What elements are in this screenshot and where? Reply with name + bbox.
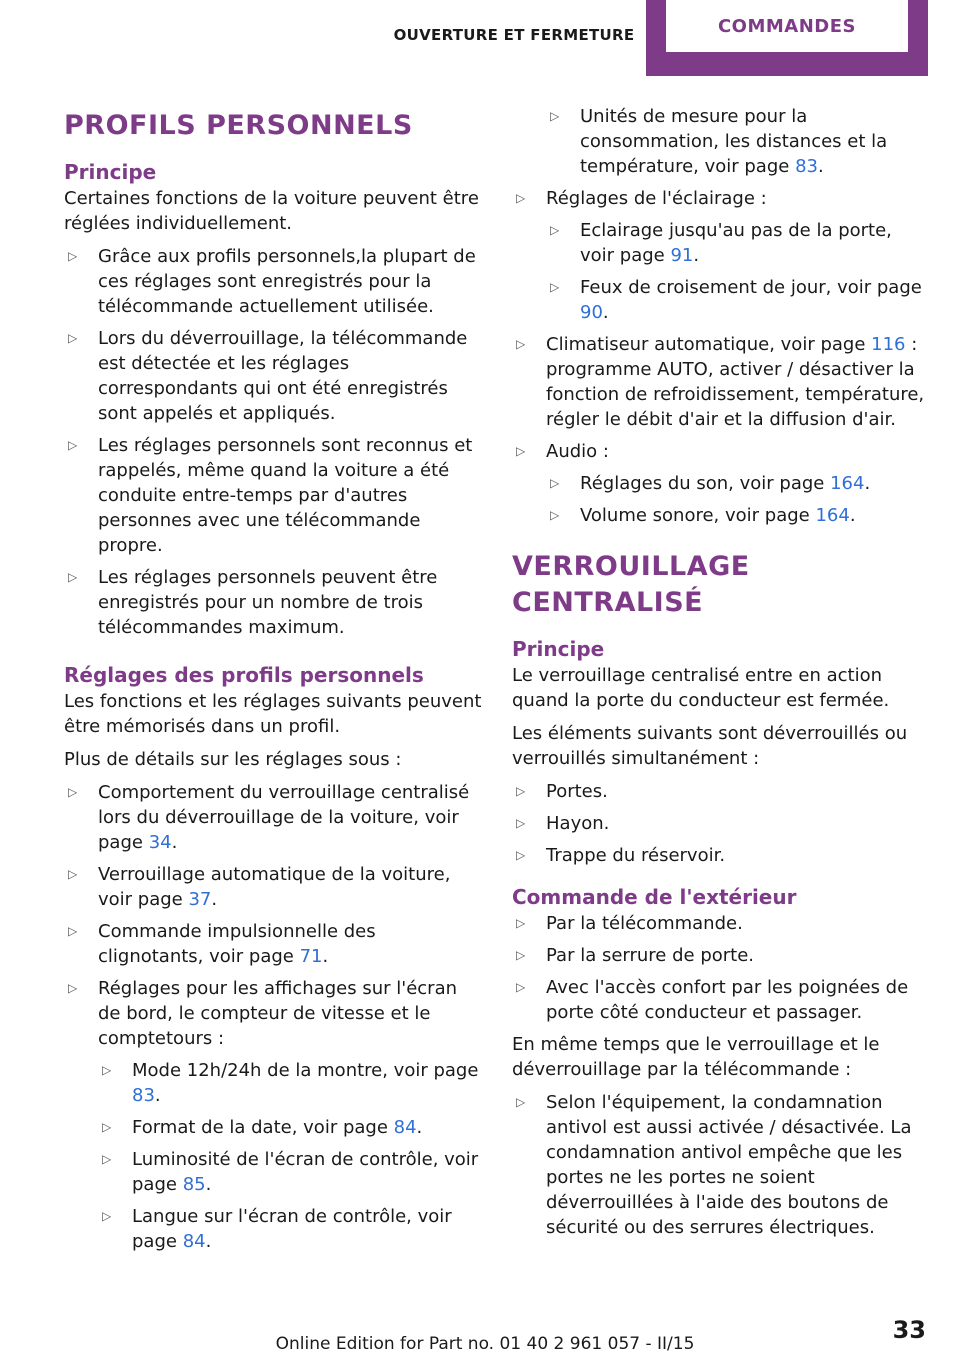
- paragraph: Plus de détails sur les réglages sous :: [64, 749, 402, 770]
- triangle-bullet-icon: ▷: [516, 848, 526, 862]
- triangle-bullet-icon: ▷: [516, 916, 526, 930]
- page-link[interactable]: 84: [182, 1231, 206, 1252]
- list-item: ▷ Langue sur l'écran de contrôle, voir page 84.: [102, 1206, 452, 1252]
- list-item: ▷ Verrouillage automatique de la voiture, voir page 37.: [68, 864, 451, 910]
- list-item: ▷ Hayon.: [516, 813, 610, 834]
- list-item: ▷ Feux de croisement de jour, voir page 90.: [550, 277, 922, 323]
- triangle-bullet-icon: ▷: [102, 1209, 112, 1223]
- section-tab-label: COMMANDES: [666, 0, 908, 52]
- page-link[interactable]: 37: [188, 889, 212, 910]
- triangle-bullet-icon: ▷: [68, 570, 78, 584]
- paragraph: Certaines fonctions de la voiture peuvent être réglées individuellement.: [64, 188, 479, 234]
- triangle-bullet-icon: ▷: [68, 785, 78, 799]
- triangle-bullet-icon: ▷: [516, 980, 526, 994]
- nested-bullet-list: [546, 471, 930, 528]
- triangle-bullet-icon: ▷: [516, 948, 526, 962]
- subheading-principe: Principe: [512, 637, 605, 661]
- triangle-bullet-icon: ▷: [550, 280, 560, 294]
- section-tab-ouverture[interactable]: [382, 0, 646, 70]
- list-item: ▷ Comportement du verrouillage centralisé lors du déverrouillage de la voiture, voir page 34.: [68, 782, 470, 853]
- list-item: ▷ Portes.: [516, 781, 608, 802]
- subheading-principe: Principe: [64, 160, 157, 184]
- list-item: ▷ Grâce aux profils personnels,la plupart de ces réglages sont enregistrés pour la télécommande actuellement utilisée.: [68, 246, 476, 317]
- triangle-bullet-icon: ▷: [68, 924, 78, 938]
- bullet-list: [512, 1090, 930, 1240]
- list-item: ▷ Unités de mesure pour la consommation, les distances et la température, voir page 83.: [550, 106, 888, 177]
- list-item: ▷ Luminosité de l'écran de contrôle, voir page 85.: [102, 1149, 479, 1195]
- list-item: ▷ Les réglages personnels peuvent être enregistrés pour un nombre de trois télécommandes maximum.: [68, 567, 438, 638]
- triangle-bullet-icon: ▷: [550, 508, 560, 522]
- left-column: [64, 108, 482, 1261]
- subheading-commande: Commande de l'extérieur: [512, 885, 797, 909]
- bullet-list: [64, 780, 482, 1254]
- bullet-list: [512, 911, 930, 1025]
- triangle-bullet-icon: ▷: [68, 331, 78, 345]
- paragraph: Les fonctions et les réglages suivants peuvent être mémorisés dans un profil.: [64, 691, 482, 737]
- page-link[interactable]: 84: [393, 1117, 417, 1138]
- page-link[interactable]: 83: [132, 1085, 155, 1106]
- section-tab-label: OUVERTURE ET FERMETURE: [393, 26, 635, 44]
- list-item: ▷ Par la télécommande.: [516, 913, 743, 934]
- triangle-bullet-icon: ▷: [102, 1063, 112, 1077]
- list-item: ▷ Volume sonore, voir page 164.: [550, 505, 856, 526]
- triangle-bullet-icon: ▷: [102, 1120, 112, 1134]
- right-column: [512, 104, 930, 1247]
- section-title-profils: PROFILS PERSONNELS: [64, 110, 413, 141]
- list-item: ▷ Trappe du réservoir.: [516, 845, 726, 866]
- list-item: ▷ Les réglages personnels sont reconnus et rappelés, même quand la voiture a été conduite entre-temps par d'autres personnes avec une télécommande propre.: [68, 435, 473, 556]
- list-item: ▷ Audio : ▷ Réglages du son, voir page 164. ▷ Volume sonore, voir page 164.: [512, 439, 930, 528]
- page-link[interactable]: 90: [580, 302, 603, 323]
- triangle-bullet-icon: ▷: [550, 109, 560, 123]
- triangle-bullet-icon: ▷: [516, 1095, 526, 1109]
- page-link[interactable]: 164: [815, 505, 850, 526]
- edition-footer: Online Edition for Part no. 01 40 2 961 057 - II/15: [275, 1334, 695, 1354]
- list-item: ▷ Réglages pour les affichages sur l'écran de bord, le compteur de vitesse et le comptetours : ▷ Mode 12h/24h de la montre, voir page 83. ▷ Format de la date, voir page 84. ▷ Luminosité de l'écran de contrôle, voir page 85. ▷ Langue sur l'écran de contrôle, voir page 84.: [64, 976, 482, 1254]
- triangle-bullet-icon: ▷: [550, 476, 560, 490]
- triangle-bullet-icon: ▷: [68, 981, 78, 995]
- list-item: ▷ Format de la date, voir page 84.: [102, 1117, 423, 1138]
- page-link[interactable]: 91: [670, 245, 694, 266]
- list-item: ▷ Commande impulsionnelle des clignotants, voir page 71.: [68, 921, 376, 967]
- page-link[interactable]: 116: [871, 334, 906, 355]
- list-item: ▷ Avec l'accès confort par les poignées de porte côté conducteur et passager.: [516, 977, 909, 1023]
- list-item: ▷ Réglages du son, voir page 164.: [550, 473, 871, 494]
- page-number: 33: [892, 1316, 926, 1344]
- paragraph: En même temps que le verrouillage et le déverrouillage par la télécommande :: [512, 1034, 880, 1080]
- section-tab-commandes[interactable]: [646, 0, 928, 76]
- paragraph: Les éléments suivants sont déverrouillés ou verrouillés simultanément :: [512, 723, 908, 769]
- list-item: ▷ Lors du déverrouillage, la télécommande est détectée et les réglages correspondants qui ont été enregistrés sont appelés et appliqués.: [68, 328, 468, 424]
- list-item: ▷ Par la serrure de porte.: [516, 945, 755, 966]
- triangle-bullet-icon: ▷: [68, 438, 78, 452]
- page-link[interactable]: 83: [795, 156, 818, 177]
- bullet-list: [512, 104, 930, 179]
- list-item: ▷ Selon l'équipement, la condamnation antivol est aussi activée / désactivée. La condamnation antivol empêche que les portes ne les portes ne soient déverrouillées à l'aide des boutons de sécurité ou des serrures électriques.: [516, 1092, 912, 1238]
- nested-bullet-list: [546, 218, 930, 325]
- triangle-bullet-icon: ▷: [516, 816, 526, 830]
- page-link[interactable]: 85: [182, 1174, 206, 1195]
- triangle-bullet-icon: ▷: [516, 191, 526, 205]
- page-link[interactable]: 71: [299, 946, 323, 967]
- list-item: ▷ Réglages de l'éclairage : ▷ Eclairage jusqu'au pas de la porte, voir page 91. ▷ Feux de croisement de jour, voir page 90.: [512, 186, 930, 325]
- bullet-list: [512, 779, 930, 868]
- list-item: ▷ Mode 12h/24h de la montre, voir page 83.: [102, 1060, 479, 1106]
- list-item: ▷ Eclairage jusqu'au pas de la porte, voir page 91.: [550, 220, 892, 266]
- page-header: [0, 0, 960, 76]
- triangle-bullet-icon: ▷: [516, 337, 526, 351]
- page-link[interactable]: 34: [148, 832, 172, 853]
- triangle-bullet-icon: ▷: [516, 444, 526, 458]
- section-title-verrouillage: VERROUILLAGE CENTRALISÉ: [512, 551, 750, 618]
- page-link[interactable]: 164: [830, 473, 865, 494]
- nested-bullet-list: [98, 1058, 482, 1254]
- triangle-bullet-icon: ▷: [516, 784, 526, 798]
- paragraph: Le verrouillage centralisé entre en action quand la porte du conducteur est fermée.: [512, 665, 890, 711]
- subheading-reglages: Réglages des profils personnels: [64, 663, 424, 687]
- list-item: ▷ Climatiseur automatique, voir page 116 : programme AUTO, activer / désactiver la fonction de refroidissement, température, régler le débit d'air et la diffusion d'air.: [516, 334, 925, 430]
- triangle-bullet-icon: ▷: [550, 223, 560, 237]
- bullet-list: [512, 186, 930, 528]
- bullet-list: [64, 244, 482, 640]
- triangle-bullet-icon: ▷: [102, 1152, 112, 1166]
- triangle-bullet-icon: ▷: [68, 249, 78, 263]
- triangle-bullet-icon: ▷: [68, 867, 78, 881]
